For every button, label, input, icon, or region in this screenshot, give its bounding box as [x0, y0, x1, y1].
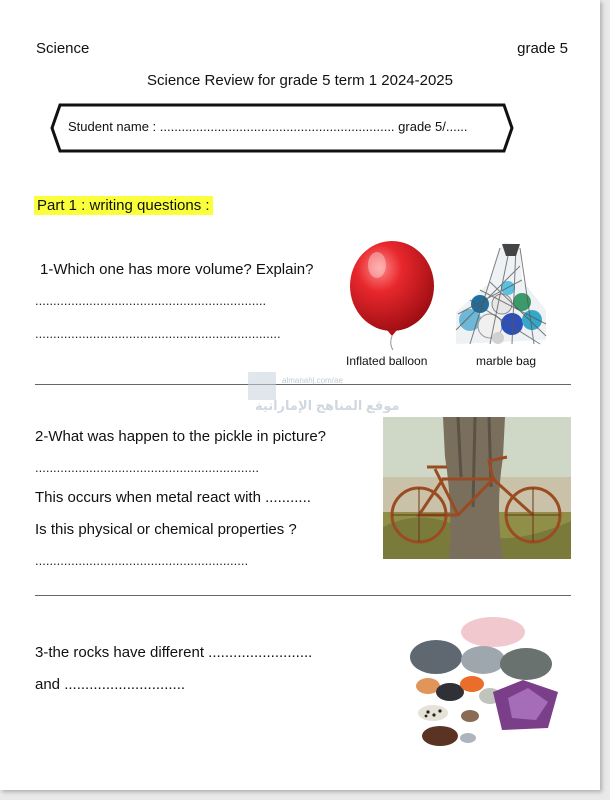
q2-question: 2-What was happen to the pickle in picture?: [35, 428, 326, 445]
q2-metal-prompt[interactable]: This occurs when metal react with ...........: [35, 489, 311, 506]
q3-prompt[interactable]: 3-the rocks have different .........................: [35, 644, 313, 661]
watermark-arabic: موقع المناهج الإماراتية: [255, 398, 400, 413]
q2-answer-line-1[interactable]: ..............................................................: [35, 460, 259, 475]
q2-answer-line-2[interactable]: ...........................................................: [35, 553, 249, 568]
watermark-url: almanahj.com/ae: [282, 376, 343, 385]
part1-heading: Part 1 : writing questions :: [34, 196, 213, 215]
grade-label: grade 5: [517, 40, 568, 57]
marble-bag-caption: marble bag: [476, 354, 537, 368]
student-name-field[interactable]: Student name : ................................................................. grade 5/......: [68, 119, 468, 134]
q2-property-question: Is this physical or chemical properties ?: [35, 521, 297, 538]
rocks-image: [398, 612, 563, 752]
q3-prompt-continued[interactable]: and .............................: [35, 676, 186, 693]
q1-question: 1-Which one has more volume? Explain?: [40, 261, 314, 278]
watermark-logo: [248, 372, 276, 400]
balloon-image: [345, 240, 440, 352]
subject-label: Science: [36, 40, 90, 57]
q1-answer-line-1[interactable]: ................................................................: [35, 293, 267, 308]
balloon-caption: Inflated balloon: [346, 354, 428, 368]
student-name-box: [50, 103, 514, 153]
q1-answer-line-2[interactable]: ....................................................................: [35, 326, 281, 341]
divider-2: [35, 595, 571, 596]
page-title: Science Review for grade 5 term 1 2024-2025: [146, 72, 453, 89]
rusty-bicycle-image: [383, 417, 571, 559]
marble-bag-image: [450, 240, 550, 348]
